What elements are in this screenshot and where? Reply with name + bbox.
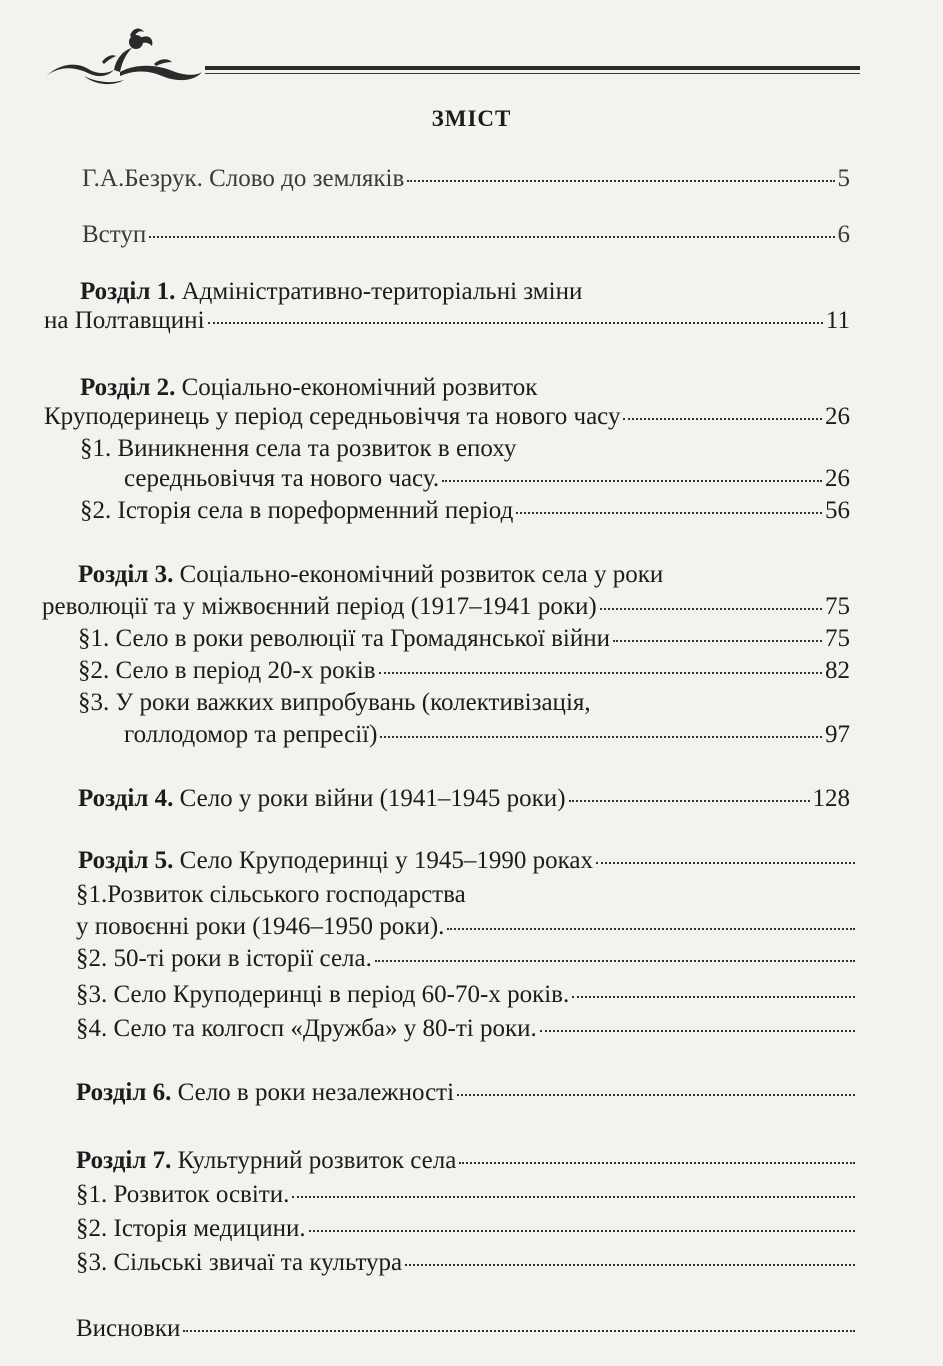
- toc-subsection-2-1-line: середньовіччя та нового часу. 26: [124, 465, 850, 492]
- page-number: 75: [825, 625, 850, 652]
- page-number: 97: [825, 721, 850, 748]
- page-number: 75: [825, 593, 850, 620]
- toc-entry-foreword: Г.А.Безрук. Слово до земляків 5: [82, 165, 850, 192]
- toc-subsection-7-3: §3. Сільські звичаї та культура: [76, 1248, 858, 1278]
- toc-section-2-line: Круподеринець у період середньовіччя та нового часу 26: [44, 403, 850, 430]
- header-rule: [205, 66, 860, 76]
- page-number: 5: [837, 165, 850, 192]
- toc-subsection-5-3: §3. Село Круподеринці в період 60-70-х років.: [76, 980, 858, 1010]
- toc-subsection-3-3-line: голлодомор та репресії) 97: [124, 721, 850, 748]
- toc-subsection-2-1-title: §1. Виникнення села та розвиток в епоху: [80, 435, 517, 462]
- page-number: 82: [825, 657, 850, 684]
- toc-subsection-7-1: §1. Розвиток освіти.: [76, 1180, 858, 1210]
- toc-section-4: Розділ 4. Село у роки війни (1941–1945 роки) 128: [78, 785, 850, 812]
- page-number: 56: [825, 497, 850, 524]
- toc-subsection-3-1: §1. Село в роки революції та Громадянської війни 75: [78, 625, 850, 652]
- toc-section-5: Розділ 5. Село Круподеринці у 1945–1990 роках: [78, 846, 858, 876]
- toc-subsection-5-2: §2. 50-ті роки в історії села.: [76, 944, 858, 974]
- toc-subsection-2-2: §2. Історія села в пореформенний період 56: [80, 497, 850, 524]
- toc-subsection-3-3-title: §3. У роки важких випробувань (колективізація,: [78, 689, 591, 716]
- toc-subsection-7-2: §2. Історія медицини.: [76, 1214, 858, 1244]
- toc-subsection-3-2: §2. Село в період 20-х років 82: [78, 657, 850, 684]
- page-number: 26: [825, 403, 850, 430]
- toc-section-3-title: Розділ 3. Соціально-економічний розвиток села у роки: [78, 561, 664, 588]
- toc-subsection-5-4: §4. Село та колгосп «Дружба» у 80-ті роки.: [76, 1014, 858, 1044]
- toc-subsection-5-1-title: §1.Розвиток сільського господарства: [76, 881, 466, 908]
- toc-entry-introduction: Вступ 6: [82, 221, 850, 248]
- toc-section-7: Розділ 7. Культурний розвиток села: [76, 1146, 858, 1176]
- toc-section-1-line: на Полтавщині 11: [44, 307, 850, 334]
- page-number: 6: [837, 221, 850, 248]
- page-number: 128: [812, 785, 850, 812]
- toc-conclusions: Висновки: [76, 1314, 858, 1344]
- page-number: 26: [825, 465, 850, 492]
- toc-subsection-5-1-line: у повоєнні роки (1946–1950 роки).: [76, 912, 858, 942]
- toc-section-6: Розділ 6. Село в роки незалежності: [76, 1078, 858, 1108]
- floral-ornament-icon: [44, 24, 204, 88]
- page-title: ЗМІСТ: [431, 106, 512, 131]
- toc-section-3-line: революції та у міжвоєнний період (1917–1941 роки) 75: [42, 593, 850, 620]
- page-number: 11: [825, 307, 850, 334]
- toc-section-1-title: Розділ 1. Адміністративно-територіальні зміни: [80, 278, 583, 305]
- toc-section-2-title: Розділ 2. Соціально-економічний розвиток: [80, 374, 538, 401]
